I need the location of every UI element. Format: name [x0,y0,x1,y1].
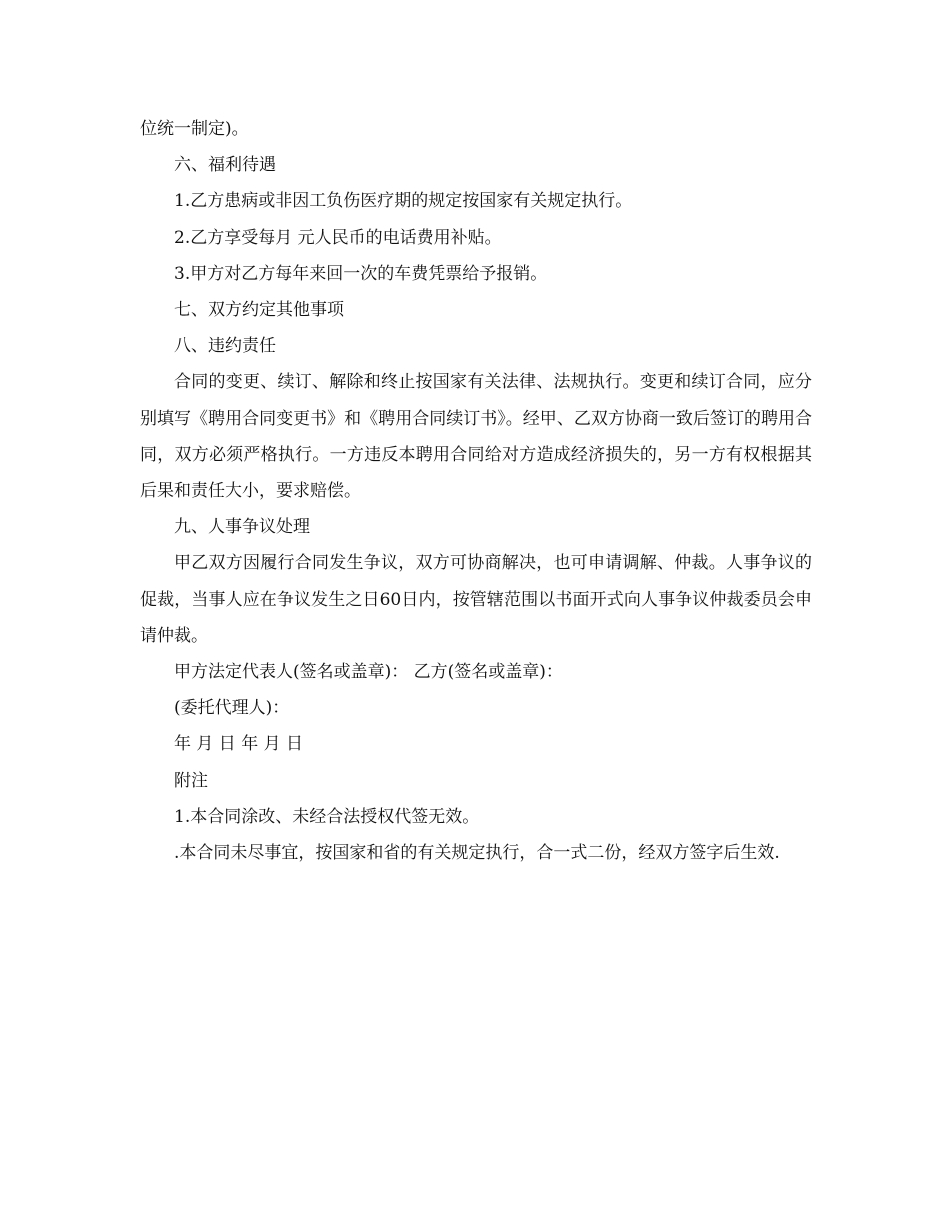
section-heading-other-matters: 七、双方约定其他事项 [174,300,344,321]
document-body [140,111,812,871]
welfare-item-3: 3.甲方对乙方每年来回一次的车费凭票给予报销。 [174,263,548,284]
section-heading-welfare: 六、福利待遇 [174,155,276,176]
note-item-2: .本合同未尽事宜，按国家和省的有关规定执行，合一式二份，经双方签字后生效. [174,843,780,864]
welfare-item-1: 1.乙方患病或非因工负伤医疗期的规定按国家有关规定执行。 [174,191,633,212]
notes-heading: 附注 [174,770,208,791]
dispute-paragraph: 甲乙双方因履行合同发生争议，双方可协商解决，也可申请调解、仲裁。人事争议的促裁，当事人应在争议发生之日60日内，按管辖范围以书面开式向人事争议仲裁委员会申请仲裁。 [140,553,812,646]
note-item-1: 1.本合同涂改、未经合法授权代签无效。 [174,806,480,827]
date-line: 年 月 日 年 月 日 [174,734,304,755]
section-heading-liability: 八、违约责任 [174,336,276,357]
section-heading-dispute: 九、人事争议处理 [174,517,310,538]
signature-line: 甲方法定代表人(签名或盖章)： 乙方(签名或盖章)： [174,662,563,683]
agent-line: (委托代理人)： [174,698,290,719]
continued-line: 位统一制定)。 [140,119,249,139]
welfare-item-2: 2.乙方享受每月 元人民币的电话费用补贴。 [174,227,502,248]
liability-paragraph: 合同的变更、续订、解除和终止按国家有关法律、法规执行。变更和续订合同，应分别填写《聘用合同变更书》和《聘用合同续订书》。经甲、乙双方协商一致后签订的聘用合同，双方必须严格执行。一方违反本聘用合同给对方造成经济损失的，另一方有权根据其后果和责任大小，要求赔偿。 [140,372,812,502]
